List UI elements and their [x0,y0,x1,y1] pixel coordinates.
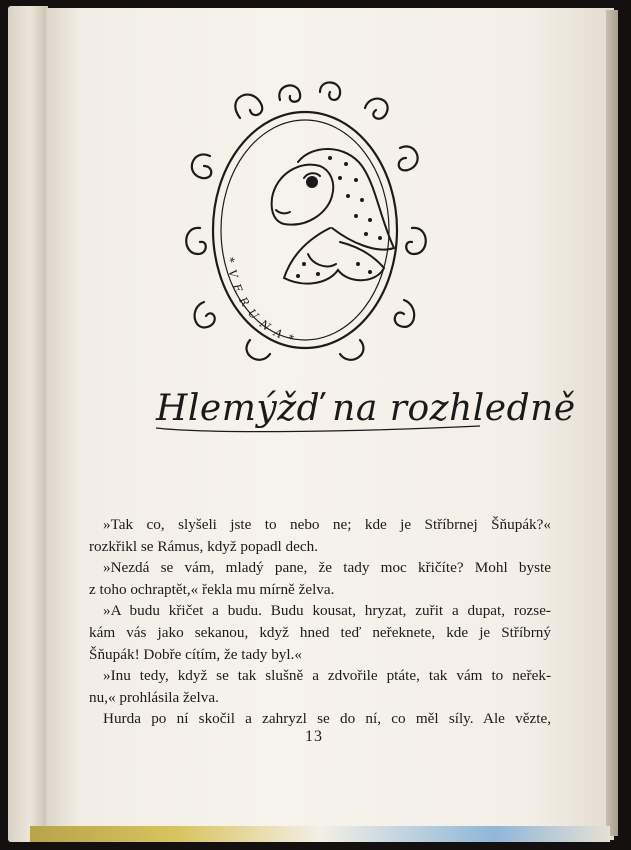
text-line: nu,« prohlásila želva. [89,688,219,706]
left-page-edge [8,6,48,842]
ornamental-frame [186,82,426,359]
text-line: »Inu tedy, když se tak slušně a zdvořile ptáte, tak vám to neřek- [103,667,551,685]
story-body-text [89,514,551,730]
text-line: kám vás jako sekanou, když hned teď neřeknete, kde je Stříbrný [89,623,551,641]
text-line: »Nezdá se vám, mladý pane, že tady moc křičíte? Mohl byste [103,559,551,577]
text-line: Šňupák! Dobře cítím, že tady byl.« [89,645,302,663]
chapter-title [150,372,576,442]
cover-strip [30,826,610,842]
text-line: »A budu křičet a budu. Budu kousat, hryzat, zuřit a dupat, rozse- [103,602,551,620]
text-line: z toho ochraptět,« řekla mu mírně želva. [89,580,335,598]
page-number: 13 [305,728,323,745]
chapter-title-text: Hlemýžď na rozhledně [156,388,576,429]
vignette-label: * V E R U N A * [223,256,298,347]
text-line: Hurda po ní skočil a zahryzl se do ní, co měl síly. Ale vězte, [103,710,551,728]
text-line: »Tak co, slyšeli jste to nebo ne; kde je Stříbrnej Šňupák?« [103,516,551,533]
right-page-edge [606,10,618,836]
veruna-portrait-illustration [180,78,430,363]
text-line: rozkřikl se Rámus, když popadl dech. [89,537,319,555]
